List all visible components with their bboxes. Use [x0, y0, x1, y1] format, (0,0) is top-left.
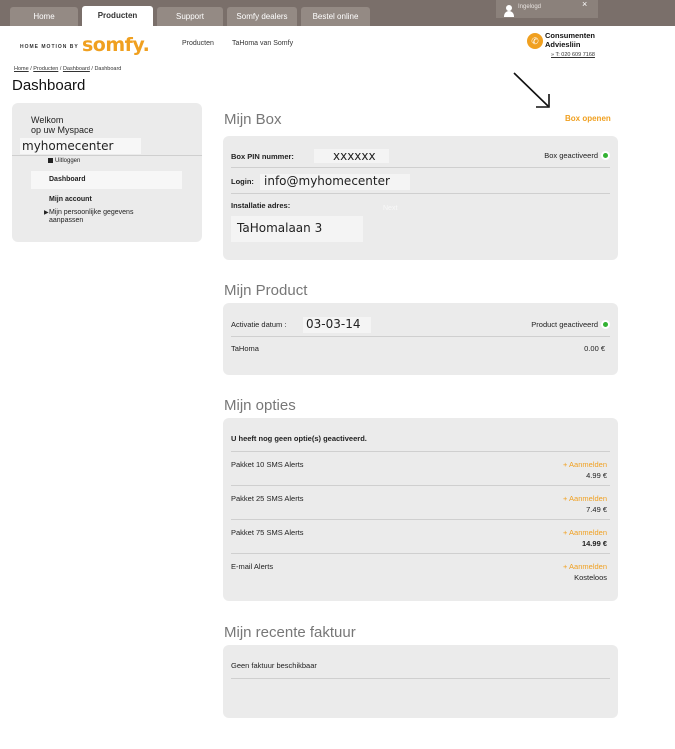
status-dot-icon — [601, 151, 610, 160]
somfy-logo: somfy. — [82, 34, 150, 56]
option-price: 14.99 € — [581, 539, 607, 548]
options-notice: U heeft nog geen optie(s) geactiveerd. — [231, 434, 367, 443]
next-link[interactable]: Next — [383, 205, 398, 212]
close-icon[interactable]: × — [582, 0, 588, 9]
subnav-tahoma[interactable]: TaHoma van Somfy — [232, 40, 294, 47]
pin-value: xxxxxx — [314, 149, 389, 163]
invoice-section-title: Mijn recente faktuur — [224, 624, 356, 641]
product-status-label: Product geactiveerd — [531, 320, 598, 329]
product-price: 0.00 € — [584, 344, 605, 353]
option-row — [223, 554, 618, 588]
option-register-link[interactable]: + Aanmelden — [563, 562, 607, 571]
options-section-title: Mijn opties — [224, 397, 296, 414]
edit-details-label: Mijn persoonlijke gegevens aanpassen — [49, 209, 134, 224]
helpline-title: Consumenten Adviesliin — [545, 31, 596, 49]
status-dot-icon — [601, 320, 610, 329]
welcome-line-1: Welkom — [31, 115, 64, 125]
user-icon — [504, 5, 514, 17]
login-text: Ingelogd — [518, 4, 542, 10]
box-open-link[interactable]: Box openen — [565, 114, 611, 123]
option-price: 7.49 € — [586, 505, 607, 514]
box-panel — [223, 136, 618, 260]
sidebar-heading-account: Mijn account — [49, 196, 92, 203]
sidebar-divider — [12, 155, 202, 156]
address-value: TaHomalaan 3 — [231, 216, 363, 242]
welcome-text — [31, 115, 94, 135]
address-label: Installatie adres: — [231, 201, 291, 210]
top-nav-bar — [0, 0, 675, 26]
tab-bestel-online[interactable]: Bestel online — [301, 7, 370, 26]
product-section-title: Mijn Product — [224, 282, 308, 299]
box-status — [544, 151, 610, 160]
login-value: info@myhomecenter — [260, 174, 410, 190]
activation-value: 03-03-14 — [303, 317, 371, 333]
tab-producten[interactable]: Producten — [82, 6, 153, 26]
option-name: Pakket 10 SMS Alerts — [231, 460, 304, 469]
phone-icon: ✆ — [527, 33, 543, 49]
helpline-phone[interactable]: » T: 020 609 7168 — [551, 52, 595, 58]
subnav-producten[interactable]: Producten — [182, 40, 214, 47]
activation-label: Activatie datum : — [231, 320, 287, 329]
brand-tagline: HOME MOTION BY — [20, 44, 79, 50]
page-title: Dashboard — [12, 77, 86, 94]
login-label: Login: — [231, 177, 254, 186]
lock-icon — [48, 158, 53, 163]
logout-label: Uitloggen — [55, 158, 81, 164]
option-register-link[interactable]: + Aanmelden — [563, 494, 607, 503]
option-name: Pakket 75 SMS Alerts — [231, 528, 304, 537]
option-row — [223, 520, 618, 554]
username: myhomecenter — [20, 138, 141, 154]
login-status — [496, 0, 598, 18]
option-price: Kosteloos — [574, 573, 607, 582]
welcome-line-2: op uw Myspace — [31, 125, 94, 135]
row-divider — [231, 678, 610, 679]
breadcrumb-home[interactable]: Home — [14, 66, 29, 72]
option-name: E-mail Alerts — [231, 562, 274, 571]
arrow-annotation-icon — [510, 70, 554, 112]
box-section-title: Mijn Box — [224, 111, 282, 128]
breadcrumb-current: Dashboard — [94, 66, 122, 72]
option-register-link[interactable]: + Aanmelden — [563, 528, 607, 537]
option-price: 4.99 € — [586, 471, 607, 480]
bullet-arrow-icon: ▶ — [44, 210, 49, 216]
logout-link[interactable] — [48, 158, 80, 164]
product-status — [531, 320, 610, 329]
row-divider — [231, 336, 610, 337]
invoice-panel — [223, 645, 618, 718]
option-row — [223, 486, 618, 520]
sidebar-item-edit-details[interactable] — [44, 209, 159, 225]
invoice-empty-text: Geen faktuur beschikbaar — [231, 661, 317, 670]
breadcrumb-producten[interactable]: Producten — [33, 66, 59, 72]
tab-somfy-dealers[interactable]: Somfy dealers — [227, 7, 297, 26]
tab-support[interactable]: Support — [157, 7, 223, 26]
tab-home[interactable]: Home — [10, 7, 78, 26]
option-row — [223, 452, 618, 486]
option-register-link[interactable]: + Aanmelden — [563, 460, 607, 469]
pin-label: Box PIN nummer: — [231, 152, 294, 161]
row-divider — [231, 167, 610, 168]
options-panel — [223, 418, 618, 601]
product-panel — [223, 303, 618, 375]
option-name: Pakket 25 SMS Alerts — [231, 494, 304, 503]
consumer-helpline — [527, 31, 627, 61]
product-name: TaHoma — [231, 344, 259, 353]
sidebar-item-dashboard[interactable]: Dashboard — [31, 171, 182, 189]
box-status-label: Box geactiveerd — [544, 151, 598, 160]
sidebar — [12, 103, 202, 242]
breadcrumb: Home / Producten / Dashboard / Dashboard — [14, 66, 122, 72]
row-divider — [231, 193, 610, 194]
breadcrumb-dashboard[interactable]: Dashboard — [62, 66, 90, 72]
